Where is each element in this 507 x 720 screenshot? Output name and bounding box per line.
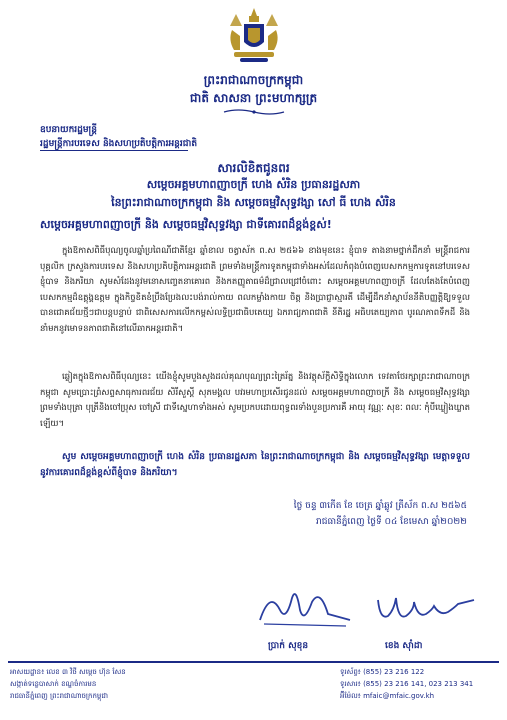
footer-contact [340,666,500,702]
lunar-date: ថ្ងៃ ចន្ទ ៣កើត ខែ ចេត្រ ឆ្នាំឆ្លូវ ត្រីស័ក ព.ស ២៥៦៥ [293,501,467,511]
address-line: រាជធានីភ្នំពេញ ព្រះរាជាណាចក្រកម្ពុជា [10,692,108,700]
signer-name: ប្រាក់ សុខុន [268,641,309,651]
handwritten-signature-left [250,580,360,630]
letter-recipient-line-2: នៃព្រះរាជាណាចក្រកម្ពុជា និង សម្តេចធម្មវិសុទ្ធវង្សា សៅ ធី ហេង សំរិន [111,196,396,209]
kingdom-line: ព្រះរាជាណាចក្រកម្ពុជា [203,73,304,87]
ministry-title: ឧបនាយករដ្ឋមន្ត្រី [40,125,97,135]
address-line: អាសយដ្ឋាន៖ លេខ ៣ វិថី សម្តេច ហ៊ុន សែន [10,668,126,676]
address-line: សង្កាត់ទន្លេបាសាក់ ខណ្ឌចំការមន [10,680,97,688]
ministry-underline [40,150,188,151]
body-paragraph: ឆ្លៀតក្នុងឱកាសពិធីបុណ្យនេះ យើងខ្ញុំសូមបួងសួងដល់គុណបុណ្យព្រះត្រៃរ័ត្ន និងវត្ថុស័ក្តិសិទ្ធិក្នុងលោក ទេវតាថែរក្សាព្រះរាជាណាចក្រកម្ពុជា សូមប្រោះព្រំសព្ទសាធុការពរជ័យ សិរីសួស្តី សុភមង្គល បវរមហាប្រសើរជូនដល់ សម្តេចអគ្គមហាពញាចក្រី និង សម្តេចធម្មវិសុទ្ធវង្សា ព្រមទាំងបុត្រា បុត្រីនិងចៅប្រុស ចៅស្រី ជាទីស្នេហាទាំងអស់ សូមប្រកបដោយពុទ្ធពរទាំងបួនប្រការគឺ អាយុ វណ្ណៈ សុខៈ ពលៈ កុំបីឃ្លៀងឃ្លាតឡើយ។ [40,372,470,429]
signer-name: ខេង ស៊ាំដា [385,641,423,651]
footer-address [10,666,310,702]
letter-recipient-line: សម្តេចអគ្គមហាពញាចក្រី ហេង សំរិន ប្រធានរដ្ឋសភា [146,178,361,191]
letter-heading: សារលិខិតជូនពរ [217,161,290,175]
handwritten-signature-right [370,580,480,630]
email-address[interactable]: អ៊ីម៉ែល៖ mfaic@mfaic.gov.kh [340,692,435,700]
fax-number: ទូរសារ៖ (855) 23 216 141, 023 213 341 [340,680,474,688]
closing-paragraph: សូម សម្តេចអគ្គមហាពញាចក្រី ហេង សំរិន ប្រធានរដ្ឋសភា នៃព្រះរាជាណាចក្រកម្ពុជា និង សម្តេចធម្មវិសុទ្ធវង្សា មេត្តាទទួលនូវការគោរពដ៏ខ្ពង់ខ្ពស់ពីខ្ញុំបាទ និងភរិយា។ [40,452,470,478]
motto-line: ជាតិ សាសនា ព្រះមហាក្សត្រ [189,91,318,105]
footer-divider [8,661,499,663]
royal-coat-of-arms-emblem [222,6,286,64]
decorative-divider-ornament [222,108,286,116]
body-paragraph: ក្នុងឱកាសពិធីបុណ្យចូលឆ្នាំប្រពៃណីជាតិខ្មែរ ឆ្នាំខាល ចត្វាស័ក ព.ស ២៥៦៦ ខាងមុខនេះ ខ្ញុំបាទ តាងនាមថ្នាក់ដឹកនាំ មន្ត្រីរាជការ បុគ្គលិក ក្រសួងការបរទេស និងសហប្រតិបត្តិការអន្តរជាតិ ព្រមទាំងមន្ត្រីការទូតកម្ពុជាទាំងអស់ដែលកំពុងបំពេញបេសកកម្មការទូតនៅបរទេស ខ្ញុំបាទ និងភរិយា សូមសំដែងនូវមនោសញ្ចេតនាគោរព និងកតញ្ញូតាធម៌ដ៏ជ្រាលជ្រៅចំពោះ សម្តេចអគ្គមហាពញាចក្រី ដែលតែងតែបំពេញបេសកកម្មដ៏ឧត្តុង្គឧត្តម ក្នុងកិច្ចខិតខំប្រឹងប្រែងលះបង់រាល់កាយ ពលកម្លាំងកាយ ចិត្ត និងប្រាជ្ញាស្មារតី ដើម្បីដឹកនាំស្ថាប័ននីតិបញ្ញត្តិឱ្យទទួលបានជោគជ័យថ្មីៗជាបន្តបន្ទាប់ ជាពិសេសការលើកកម្ពស់លទ្ធិប្រជាធិបតេយ្យ ឯករាជ្យភាពជាតិ នីតិរដ្ឋ អធិបតេយ្យភាព បូរណភាពទឹកដី និងនាំមកនូវមោទនភាពជាតិនៅលើឆាកអន្តរជាតិ។ [40,246,470,334]
phone-number: ទូរស័ព្ទ៖ (855) 23 216 122 [340,668,425,676]
ministry-subtitle: រដ្ឋមន្ត្រីការបរទេស និងសហប្រតិបត្តិការអន្តរជាតិ [40,139,198,149]
solar-date: រាជធានីភ្នំពេញ ថ្ងៃទី ០៤ ខែមេសា ឆ្នាំ២០២២ [316,517,467,527]
salutation: សម្តេចអគ្គមហាពញាចក្រី និង សម្តេចធម្មវិសុទ្ធវង្សា ជាទីគោរពដ៏ខ្ពង់ខ្ពស់! [40,218,332,231]
